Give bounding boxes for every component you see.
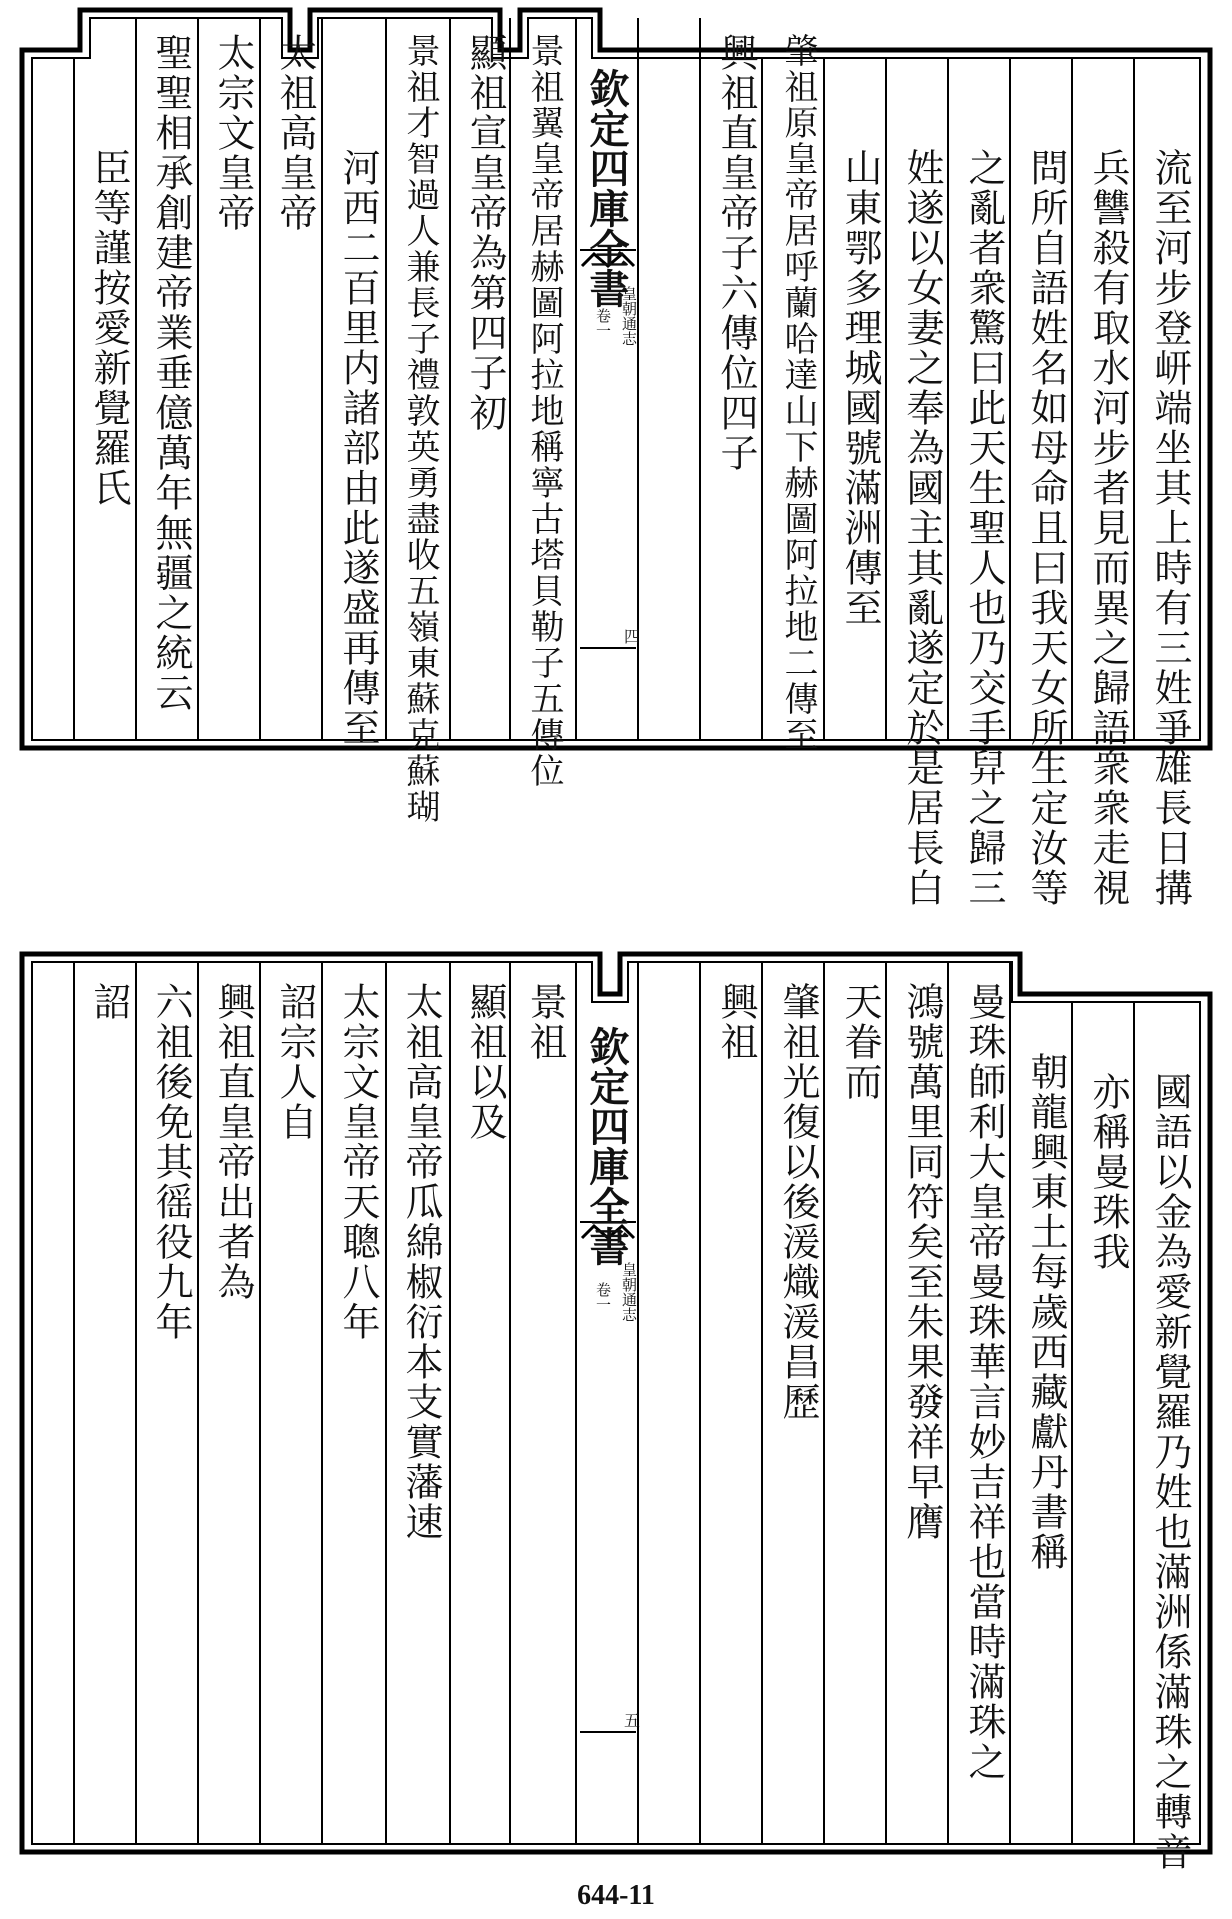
text-column: 太祖高皇帝瓜綿椒衍本支實藩速 [399,982,443,1542]
text-column: 山東鄂多理城國號滿洲傳至 [838,148,882,628]
text-column: 之亂者衆驚曰此天生聖人也乃交手舁之歸三 [962,148,1006,908]
text-column: 天眷而 [838,982,882,1102]
text-column: 景祖翼皇帝居赫圖阿拉地稱寧古塔貝勒子五傳位 [524,33,564,789]
text-column: 國語以金為愛新覺羅乃姓也滿洲係滿珠之轉音 [1148,1072,1192,1872]
book-title: 欽定四庫全書 [583,1026,630,1266]
text-column: 太祖高皇帝 [273,33,317,233]
text-column: 太宗文皇帝 [211,33,255,233]
volume-caption: 卷一 [594,308,612,338]
volume-caption: 卷一 [594,1282,612,1312]
text-column: 流至河步登岍端坐其上時有三姓爭雄長日搆 [1148,148,1192,908]
text-column: 肇祖原皇帝居呼蘭哈達山下赫圖阿拉地二傳至 [778,33,818,753]
lower-page [20,952,1212,1872]
text-column: 朝龍興東土每歲西藏獻丹書稱 [1024,1052,1068,1572]
upper-page [20,8,1212,908]
text-column: 詔宗人自 [273,982,317,1142]
page-label: 644-11 [577,1880,655,1911]
text-column: 亦稱曼珠我 [1086,1072,1130,1272]
text-column: 河西二百里内諸部由此遂盛再傳至 [336,148,380,748]
text-column: 姓遂以女妻之奉為國主其亂遂定於是居長白 [900,148,944,908]
text-column: 顯祖宣皇帝為第四子初 [463,33,507,433]
text-column: 興祖直皇帝出者為 [211,982,255,1302]
book-title: 欽定四庫全書 [583,68,630,308]
page-number: 五 [624,1711,641,1730]
text-column: 景祖 [523,982,567,1062]
text-column: 景祖才智過人兼長子禮敦英勇盡收五嶺東蘇克蘇瑚 [400,33,440,825]
text-column: 太宗文皇帝天聰八年 [336,982,380,1342]
text-column: 興祖直皇帝子六傳位四子 [714,33,758,473]
text-column: 曼珠師利大皇帝曼珠華言妙吉祥也當時滿珠之 [962,982,1006,1782]
text-column: 聖聖相承創建帝業垂億萬年無疆之統云 [149,33,193,713]
text-column: 臣等謹按愛新覺羅氏 [87,148,131,508]
text-column: 兵讐殺有取水河步者見而異之歸語衆衆走視 [1086,148,1130,908]
text-column: 問所自語姓名如母命且曰我天女所生定汝等 [1024,148,1068,908]
book-caption: 皇朝通志 [620,1262,638,1322]
text-column: 肇祖光復以後湲熾湲昌歷 [776,982,820,1422]
page-number: 四 [624,627,641,646]
text-column: 顯祖以及 [463,982,507,1142]
text-column: 詔 [87,982,131,1022]
text-column: 鴻號萬里同符矣至朱果發祥早膺 [900,982,944,1542]
text-column: 六祖後免其徭役九年 [149,982,193,1342]
text-column: 興祖 [714,982,758,1062]
book-caption: 皇朝通志 [620,286,638,346]
